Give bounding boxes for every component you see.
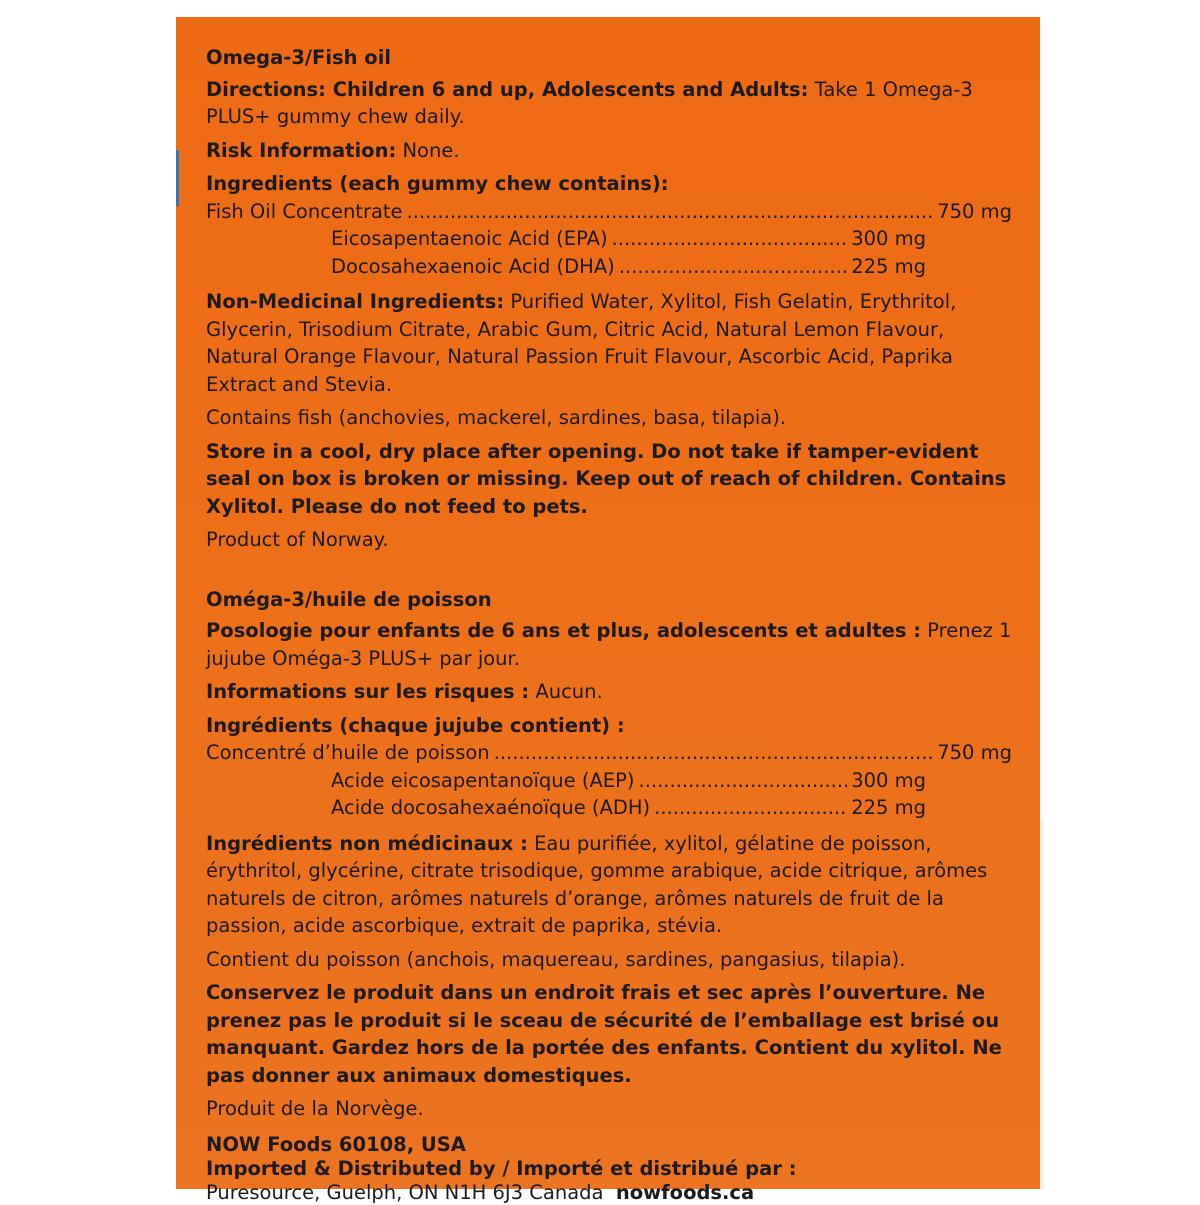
nmi-text: Eau purifiée, xylitol, gélatine de poisson, érythritol, glycérine, citrate trisodique, gomme arabique, acide citrique, arômes naturels de citron, arômes naturels d’orange, arômes naturels de fruit de la passion, acide ascorbique, extrait de paprika, stévia.: [206, 831, 988, 937]
ingredient-name: Docosahexaenoic Acid (DHA): [331, 254, 615, 278]
side-mark: [176, 150, 179, 206]
ingredient-name: Acide eicosapentanoïque (AEP): [331, 768, 635, 792]
directions-text: Take 1 Omega-3 PLUS+ gummy chew daily.: [206, 77, 973, 128]
ingredient-name: Concentré d’huile de poisson: [206, 741, 490, 764]
company-line: NOW Foods 60108, USA: [206, 1132, 466, 1156]
dot-leader: [612, 225, 848, 253]
ingredient-row: [331, 767, 926, 795]
ingredient-row: [206, 198, 1012, 226]
ingredient-amount: 300 mg: [851, 768, 926, 792]
footer: [206, 1133, 1018, 1205]
nmi-label: Ingrédients non médicinaux :: [206, 831, 528, 855]
nmi-text: Purified Water, Xylitol, Fish Gelatin, Erythritol, Glycerin, Trisodium Citrate, Arabic Gum, Citric Acid, Natural Lemon Flavour, Natural Orange Flavour, Natural Passion Fruit Flavour, Ascorbic Acid, Paprika Extract and Stevia.: [206, 290, 957, 396]
french-risk: [206, 678, 1018, 706]
label-text: [206, 44, 1018, 1205]
nmi-label: Non-Medicinal Ingredients:: [206, 290, 505, 313]
ingredient-name: Eicosapentaenoic Acid (EPA): [331, 227, 608, 250]
directions-text: Prenez 1 jujube Oméga-3 PLUS+ par jour.: [206, 619, 1012, 670]
distributor-label: Imported & Distributed by / Importé et distribué par :: [206, 1156, 797, 1180]
ingredients-label: Ingrédients (chaque jujube contient) :: [206, 713, 625, 737]
french-warning: Conservez le produit dans un endroit frais et sec après l’ouverture. Ne prenez pas le produit si le sceau de sécurité de l’emballage est brisé ou manquant. Gardez hors de la portée des enfants. Contient du xylitol. Ne pas donner aux animaux domestiques.: [206, 981, 1002, 1087]
english-ingredients: [206, 170, 1018, 280]
french-directions: [206, 617, 1018, 672]
risk-text: Aucun.: [529, 680, 603, 703]
ingredient-row: [331, 794, 926, 822]
french-origin: Produit de la Norvège.: [206, 1097, 424, 1120]
section-gap: [206, 560, 1018, 586]
french-non-medicinal: [206, 830, 1018, 940]
english-heading: Omega-3/Fish oil: [206, 46, 392, 69]
risk-label: Risk Information:: [206, 138, 397, 162]
english-risk: [206, 137, 1018, 165]
ingredient-name: Acide docosahexaénoïque (ADH): [331, 796, 651, 819]
french-ingredients: [206, 712, 1018, 822]
ingredient-name: Fish Oil Concentrate: [206, 199, 403, 223]
english-non-medicinal: [206, 288, 1018, 398]
dot-leader: [639, 767, 848, 795]
risk-text: None.: [396, 138, 460, 162]
directions-label: Posologie pour enfants de 6 ans et plus, adolescents et adultes :: [206, 619, 922, 642]
ingredient-row: [331, 225, 926, 253]
ingredient-row: [206, 739, 1012, 767]
distributor-address: Puresource, Guelph, ON N1H 6J3 Canada: [206, 1180, 604, 1204]
ingredient-amount: 225 mg: [851, 254, 926, 278]
english-contains: Contains fish (anchovies, mackerel, sardines, basa, tilapia).: [206, 406, 787, 429]
english-section: [206, 44, 1018, 554]
french-heading: Oméga-3/huile de poisson: [206, 587, 492, 611]
ingredients-label: Ingredients (each gummy chew contains):: [206, 172, 669, 195]
website-link[interactable]: nowfoods.ca: [615, 1180, 755, 1204]
dot-leader: [494, 739, 934, 767]
panel-edge: [1040, 820, 1044, 1190]
ingredient-amount: 225 mg: [851, 796, 926, 819]
ingredient-row: [331, 253, 926, 281]
ingredient-amount: 750 mg: [937, 741, 1012, 764]
dot-leader: [654, 794, 847, 822]
risk-label: Informations sur les risques :: [206, 680, 530, 703]
english-origin: Product of Norway.: [206, 528, 389, 551]
french-section: [206, 586, 1018, 1123]
ingredient-amount: 750 mg: [937, 199, 1012, 223]
dot-leader: [407, 198, 934, 226]
french-contains: Contient du poisson (anchois, maquereau, sardines, pangasius, tilapia).: [206, 947, 906, 971]
ingredient-amount: 300 mg: [851, 227, 926, 250]
english-warning: Store in a cool, dry place after opening. Do not take if tamper-evident seal on box is broken or missing. Keep out of reach of children. Contains Xylitol. Please do not feed to pets.: [206, 439, 1007, 518]
english-directions: [206, 76, 1018, 131]
directions-label: Directions: Children 6 and up, Adolescents and Adults:: [206, 77, 809, 101]
distributor-line: [206, 1181, 1018, 1205]
dot-leader: [619, 253, 847, 281]
